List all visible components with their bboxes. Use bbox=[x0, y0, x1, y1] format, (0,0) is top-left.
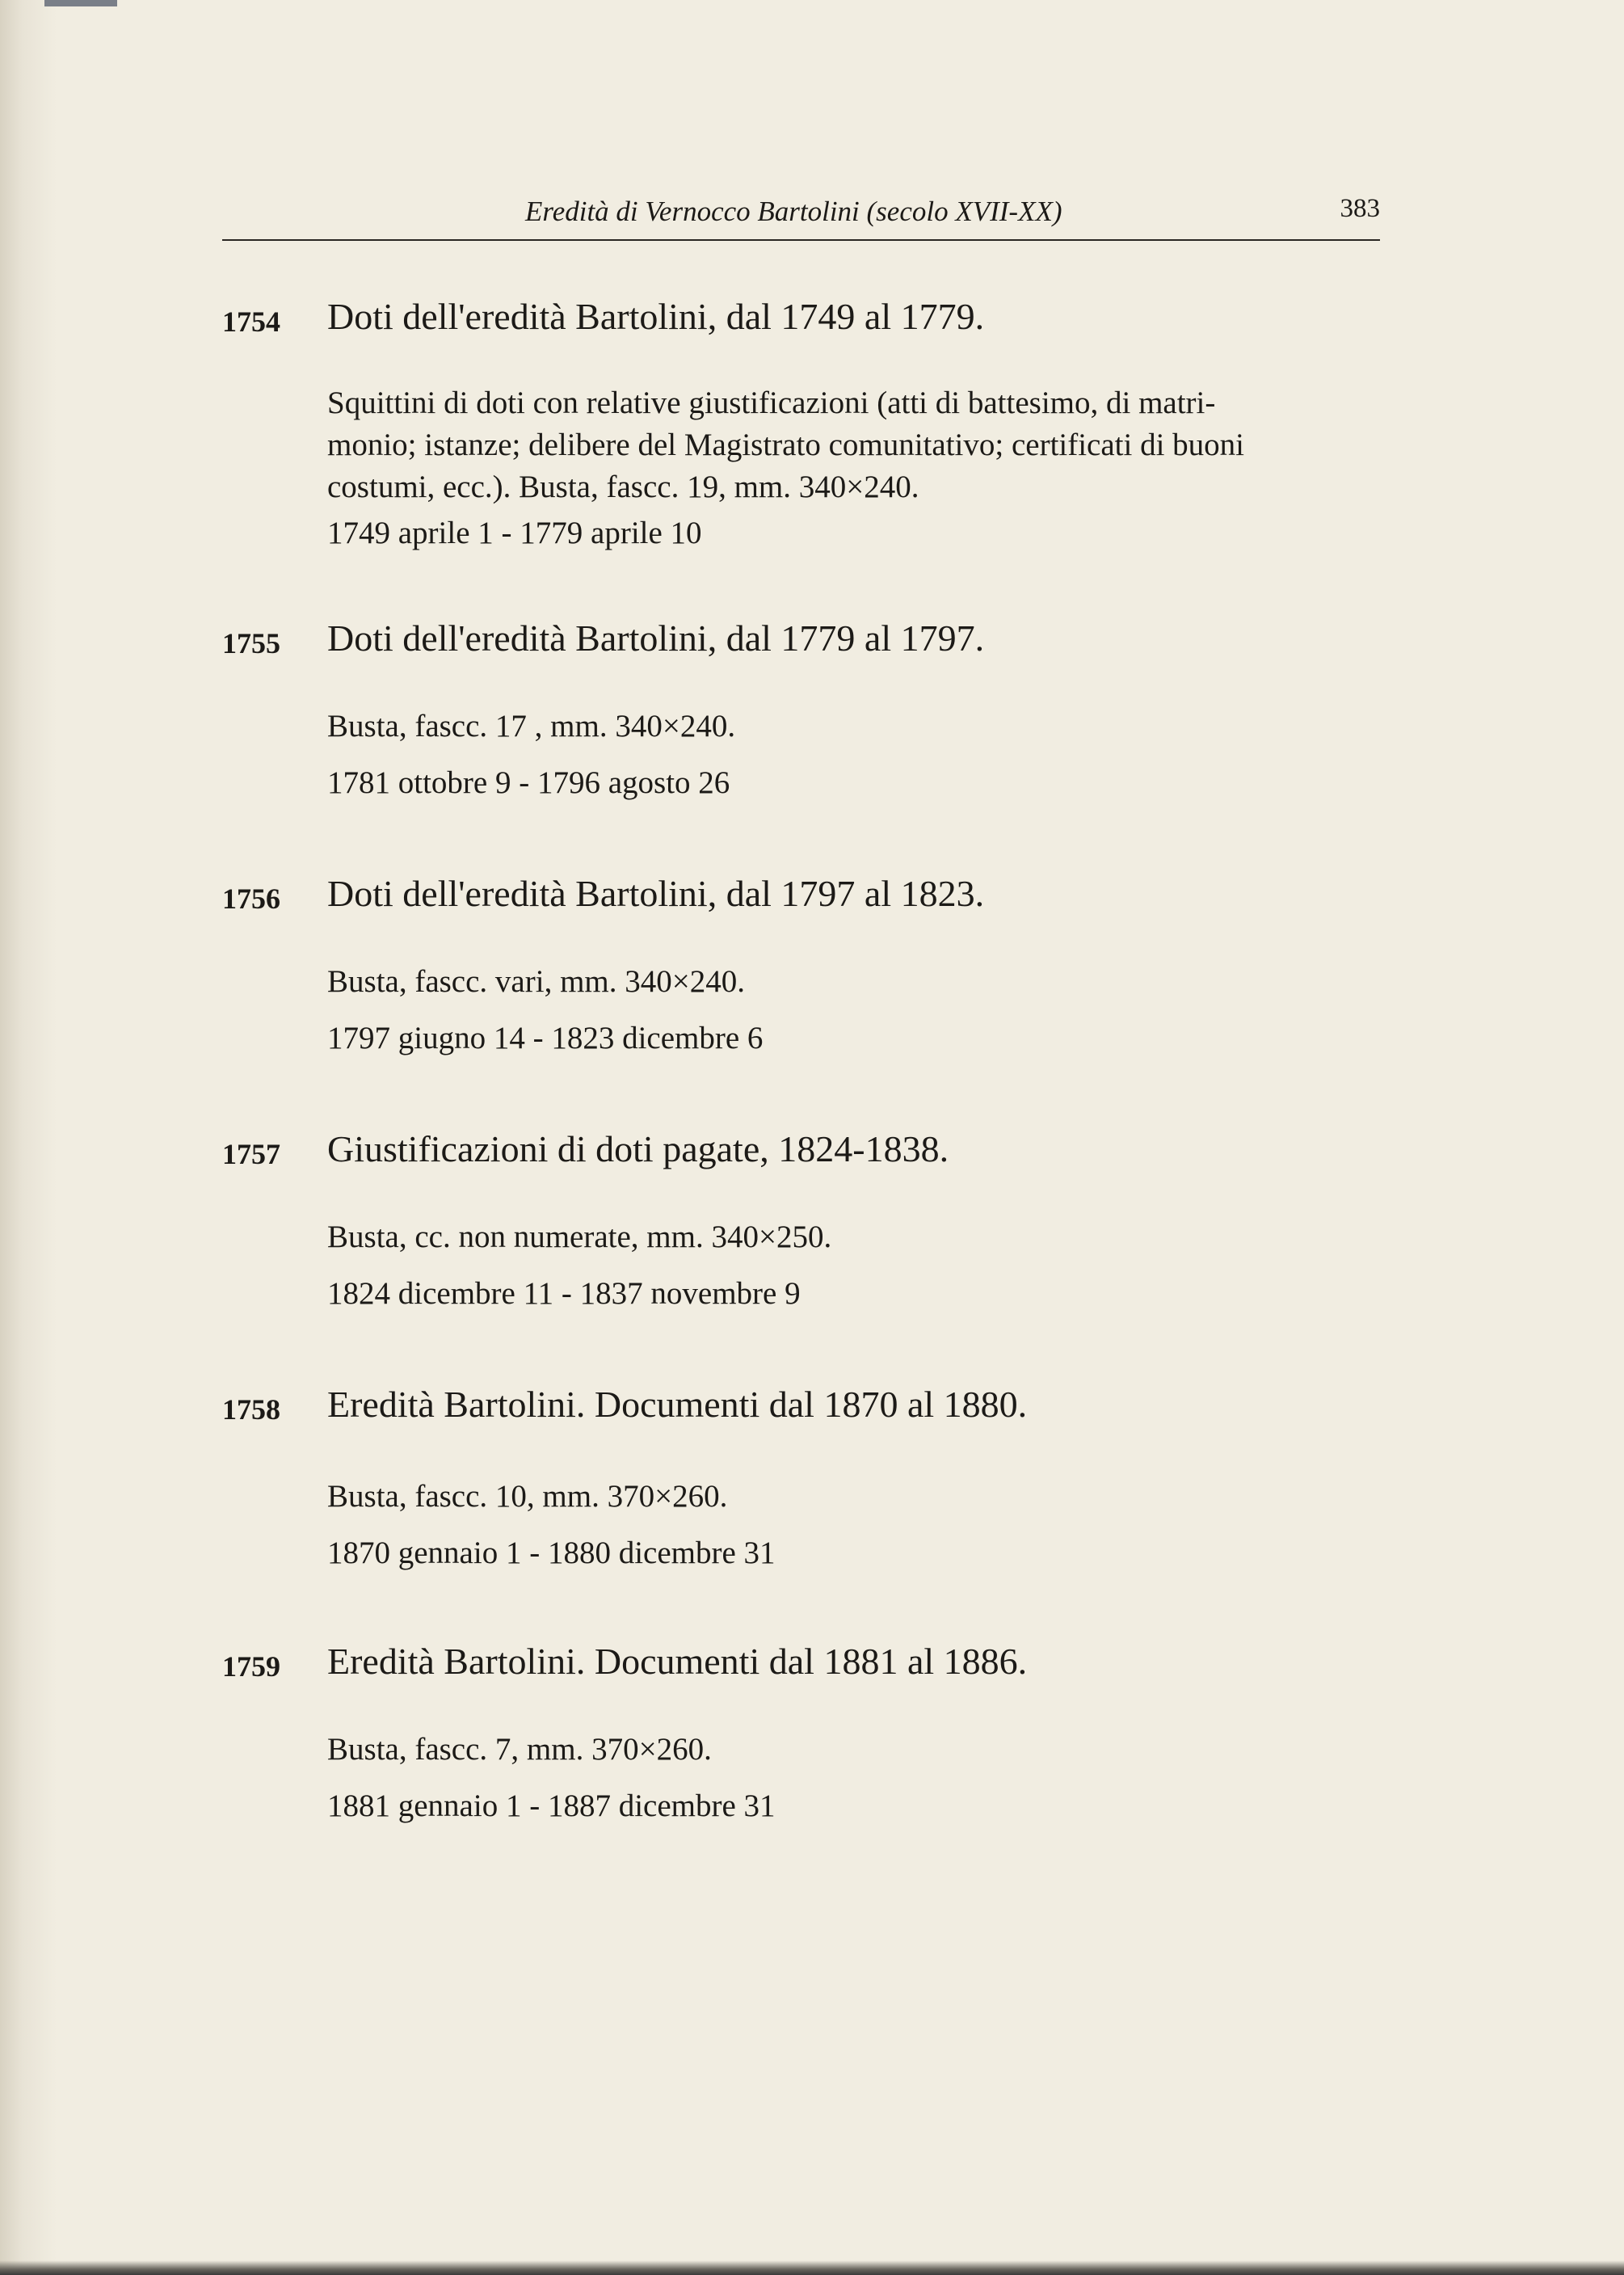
entry-description bbox=[327, 1729, 1382, 1771]
description-line: Busta, fascc. vari, mm. 340×240. bbox=[327, 964, 745, 999]
entry-dates: 1870 gennaio 1 - 1880 dicembre 31 bbox=[327, 1536, 776, 1570]
description-line: costumi, ecc.). Busta, fascc. 19, mm. 340×240. bbox=[327, 470, 919, 504]
entry-description bbox=[327, 1476, 1382, 1518]
entry-title: Giustificazioni di doti pagate, 1824-1838. bbox=[327, 1128, 949, 1169]
description-line: monio; istanze; delibere del Magistrato comunitativo; certificati di buoni bbox=[327, 428, 1245, 462]
entry-dates: 1749 aprile 1 - 1779 aprile 10 bbox=[327, 516, 702, 550]
entry-number: 1759 bbox=[222, 1650, 280, 1683]
entry-description bbox=[327, 1216, 1382, 1258]
entry-title: Doti dell'eredità Bartolini, dal 1779 al 1797. bbox=[327, 617, 985, 659]
description-line: Busta, cc. non numerate, mm. 340×250. bbox=[327, 1220, 832, 1254]
entry-dates: 1797 giugno 14 - 1823 dicembre 6 bbox=[327, 1021, 764, 1055]
entry-number: 1754 bbox=[222, 305, 280, 338]
entry-description bbox=[327, 961, 1382, 1003]
entry-description bbox=[327, 382, 1382, 508]
page-number: 383 bbox=[1340, 194, 1380, 223]
running-title: Eredità di Vernocco Bartolini (secolo XVII-XX) bbox=[525, 196, 1062, 227]
entry-number: 1756 bbox=[222, 883, 280, 915]
entry-dates: 1781 ottobre 9 - 1796 agosto 26 bbox=[327, 765, 730, 800]
entry-number: 1757 bbox=[222, 1138, 280, 1170]
description-line: Busta, fascc. 17 , mm. 340×240. bbox=[327, 709, 736, 744]
entry-title: Doti dell'eredità Bartolini, dal 1797 al 1823. bbox=[327, 873, 985, 914]
entry-number: 1758 bbox=[222, 1393, 280, 1426]
entry-dates: 1881 gennaio 1 - 1887 dicembre 31 bbox=[327, 1788, 776, 1823]
entry-title: Eredità Bartolini. Documenti dal 1870 al 1880. bbox=[327, 1384, 1028, 1425]
running-head bbox=[222, 192, 1380, 241]
entry-title: Eredità Bartolini. Documenti dal 1881 al 1886. bbox=[327, 1641, 1028, 1682]
entry-dates: 1824 dicembre 11 - 1837 novembre 9 bbox=[327, 1276, 801, 1311]
description-line: Busta, fascc. 10, mm. 370×260. bbox=[327, 1479, 728, 1514]
description-line: Busta, fascc. 7, mm. 370×260. bbox=[327, 1732, 712, 1767]
entry-number: 1755 bbox=[222, 627, 280, 659]
entry-title: Doti dell'eredità Bartolini, dal 1749 al 1779. bbox=[327, 296, 985, 337]
description-line: Squittini di doti con relative giustificazioni (atti di battesimo, di matri- bbox=[327, 385, 1216, 420]
entry-description bbox=[327, 706, 1382, 748]
